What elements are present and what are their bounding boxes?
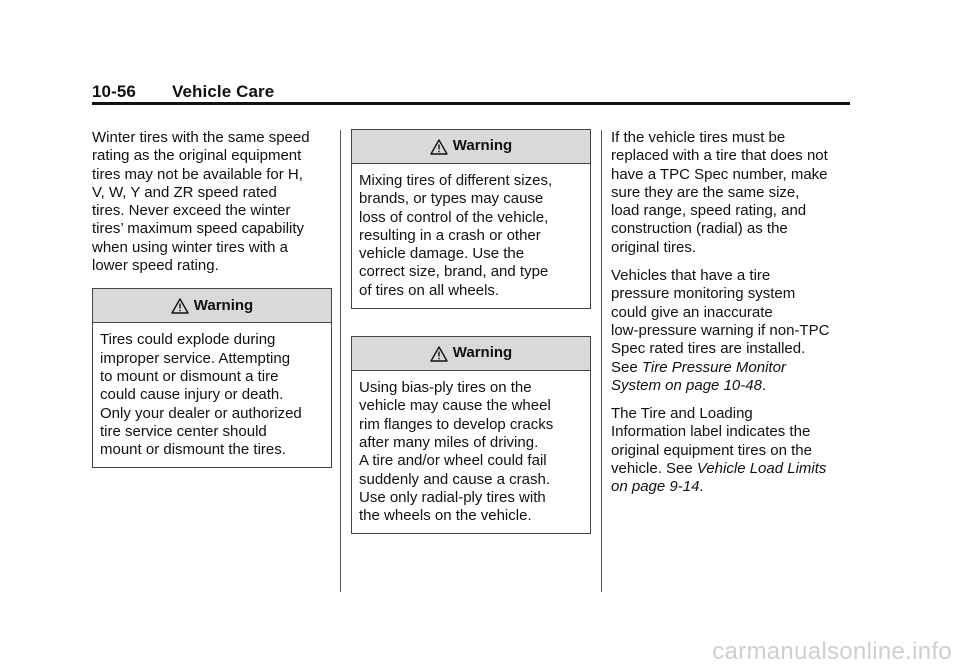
warning-title: Warning — [452, 137, 513, 155]
column-divider-1 — [340, 130, 341, 592]
see-prefix: vehicle. See — [611, 460, 697, 478]
section-title: Vehicle Care — [172, 82, 275, 101]
warning-header — [352, 337, 590, 371]
text-line: low-pressure warning if non-TPC — [611, 321, 830, 339]
see-prefix: See — [611, 358, 642, 376]
load-limits-reference-link[interactable]: Vehicle Load Limits — [696, 460, 827, 478]
text-line: Only your dealer or authorized — [100, 404, 302, 422]
warning-header — [93, 289, 331, 323]
text-line: of tires on all wheels. — [359, 281, 500, 299]
warning-box-tire-explode — [92, 288, 332, 468]
text-line: tires’ maximum speed capability — [92, 220, 305, 238]
text-line: loss of control of the vehicle, — [359, 208, 549, 226]
text-line: brands, or types may cause — [359, 190, 544, 208]
text-line: Spec rated tires are installed. — [611, 340, 806, 358]
text-line: Using bias-ply tires on the — [359, 379, 532, 397]
warning-body — [93, 323, 331, 467]
text-line: Vehicles that have a tire — [611, 267, 771, 285]
text-line: construction (radial) as the — [611, 220, 788, 238]
warning-title: Warning — [452, 344, 513, 362]
text-line: original equipment tires on the — [611, 441, 812, 459]
text-line: original tires. — [611, 238, 697, 256]
text-line: Use only radial-ply tires with — [359, 488, 546, 506]
text-line: mount or dismount the tires. — [100, 441, 286, 459]
text-line — [611, 377, 855, 395]
warning-triangle-icon — [171, 298, 189, 314]
warning-box-mixing-tires — [351, 129, 591, 309]
text-line: correct size, brand, and type — [359, 263, 549, 281]
text-line: The Tire and Loading — [611, 405, 753, 423]
replacement-tires-paragraph — [611, 129, 855, 257]
column-2 — [351, 129, 591, 534]
tpms-paragraph — [611, 267, 855, 395]
text-line: Information label indicates the — [611, 423, 811, 441]
text-line: suddenly and cause a crash. — [359, 470, 550, 488]
text-line: Tires could explode during — [100, 331, 276, 349]
text-line: could give an inaccurate — [611, 303, 773, 321]
warning-header — [352, 130, 590, 164]
text-line: to mount or dismount a tire — [100, 367, 279, 385]
text-line: vehicle damage. Use the — [359, 245, 525, 263]
text-line: rating as the original equipment — [92, 147, 302, 165]
warning-body — [352, 371, 590, 533]
warning-triangle-icon — [430, 139, 448, 155]
text-line: tire service center should — [100, 422, 267, 440]
warning-body — [352, 164, 590, 308]
page-number: 10-56 — [92, 82, 136, 101]
text-line — [611, 460, 855, 478]
warning-box-bias-ply — [351, 336, 591, 534]
text-line: lower speed rating. — [92, 257, 219, 275]
loading-label-paragraph — [611, 405, 855, 496]
warning-title: Warning — [193, 296, 254, 314]
text-line: If the vehicle tires must be — [611, 129, 786, 146]
text-line: sure they are the same size, — [611, 183, 800, 201]
winter-tires-paragraph — [92, 129, 332, 275]
period: . — [761, 376, 767, 394]
column-1 — [92, 129, 332, 468]
text-line: pressure monitoring system — [611, 285, 796, 303]
tpms-reference-link-cont[interactable]: System on page 10-48 — [611, 376, 762, 394]
warning-triangle-icon — [430, 346, 448, 362]
text-line: V, W, Y and ZR speed rated — [92, 183, 277, 201]
header-rule — [92, 102, 850, 105]
watermark: carmanualsonline.info — [712, 638, 952, 665]
load-limits-reference-link-cont[interactable]: on page 9-14 — [611, 478, 700, 496]
text-line: rim flanges to develop cracks — [359, 415, 554, 433]
text-line — [611, 359, 855, 377]
text-line: load range, speed rating, and — [611, 202, 807, 220]
text-line: the wheels on the vehicle. — [359, 507, 532, 525]
text-line: tires. Never exceed the winter — [92, 202, 291, 220]
text-line — [611, 478, 855, 496]
text-line: tires may not be available for H, — [92, 165, 303, 183]
text-line: resulting in a crash or other — [359, 226, 541, 244]
column-divider-2 — [601, 130, 602, 592]
text-line: Mixing tires of different sizes, — [359, 172, 553, 189]
period: . — [699, 478, 704, 496]
text-line: improper service. Attempting — [100, 349, 291, 367]
page-header — [92, 82, 274, 102]
tpms-reference-link[interactable]: Tire Pressure Monitor — [641, 358, 786, 376]
text-line: A tire and/or wheel could fail — [359, 452, 547, 470]
column-3 — [611, 129, 855, 507]
text-line: have a TPC Spec number, make — [611, 165, 828, 183]
text-line: after many miles of driving. — [359, 433, 539, 451]
text-line: vehicle may cause the wheel — [359, 397, 551, 415]
text-line: Winter tires with the same speed — [92, 129, 310, 146]
text-line: when using winter tires with a — [92, 238, 288, 256]
text-line: replaced with a tire that does not — [611, 147, 828, 165]
text-line: could cause injury or death. — [100, 386, 284, 404]
